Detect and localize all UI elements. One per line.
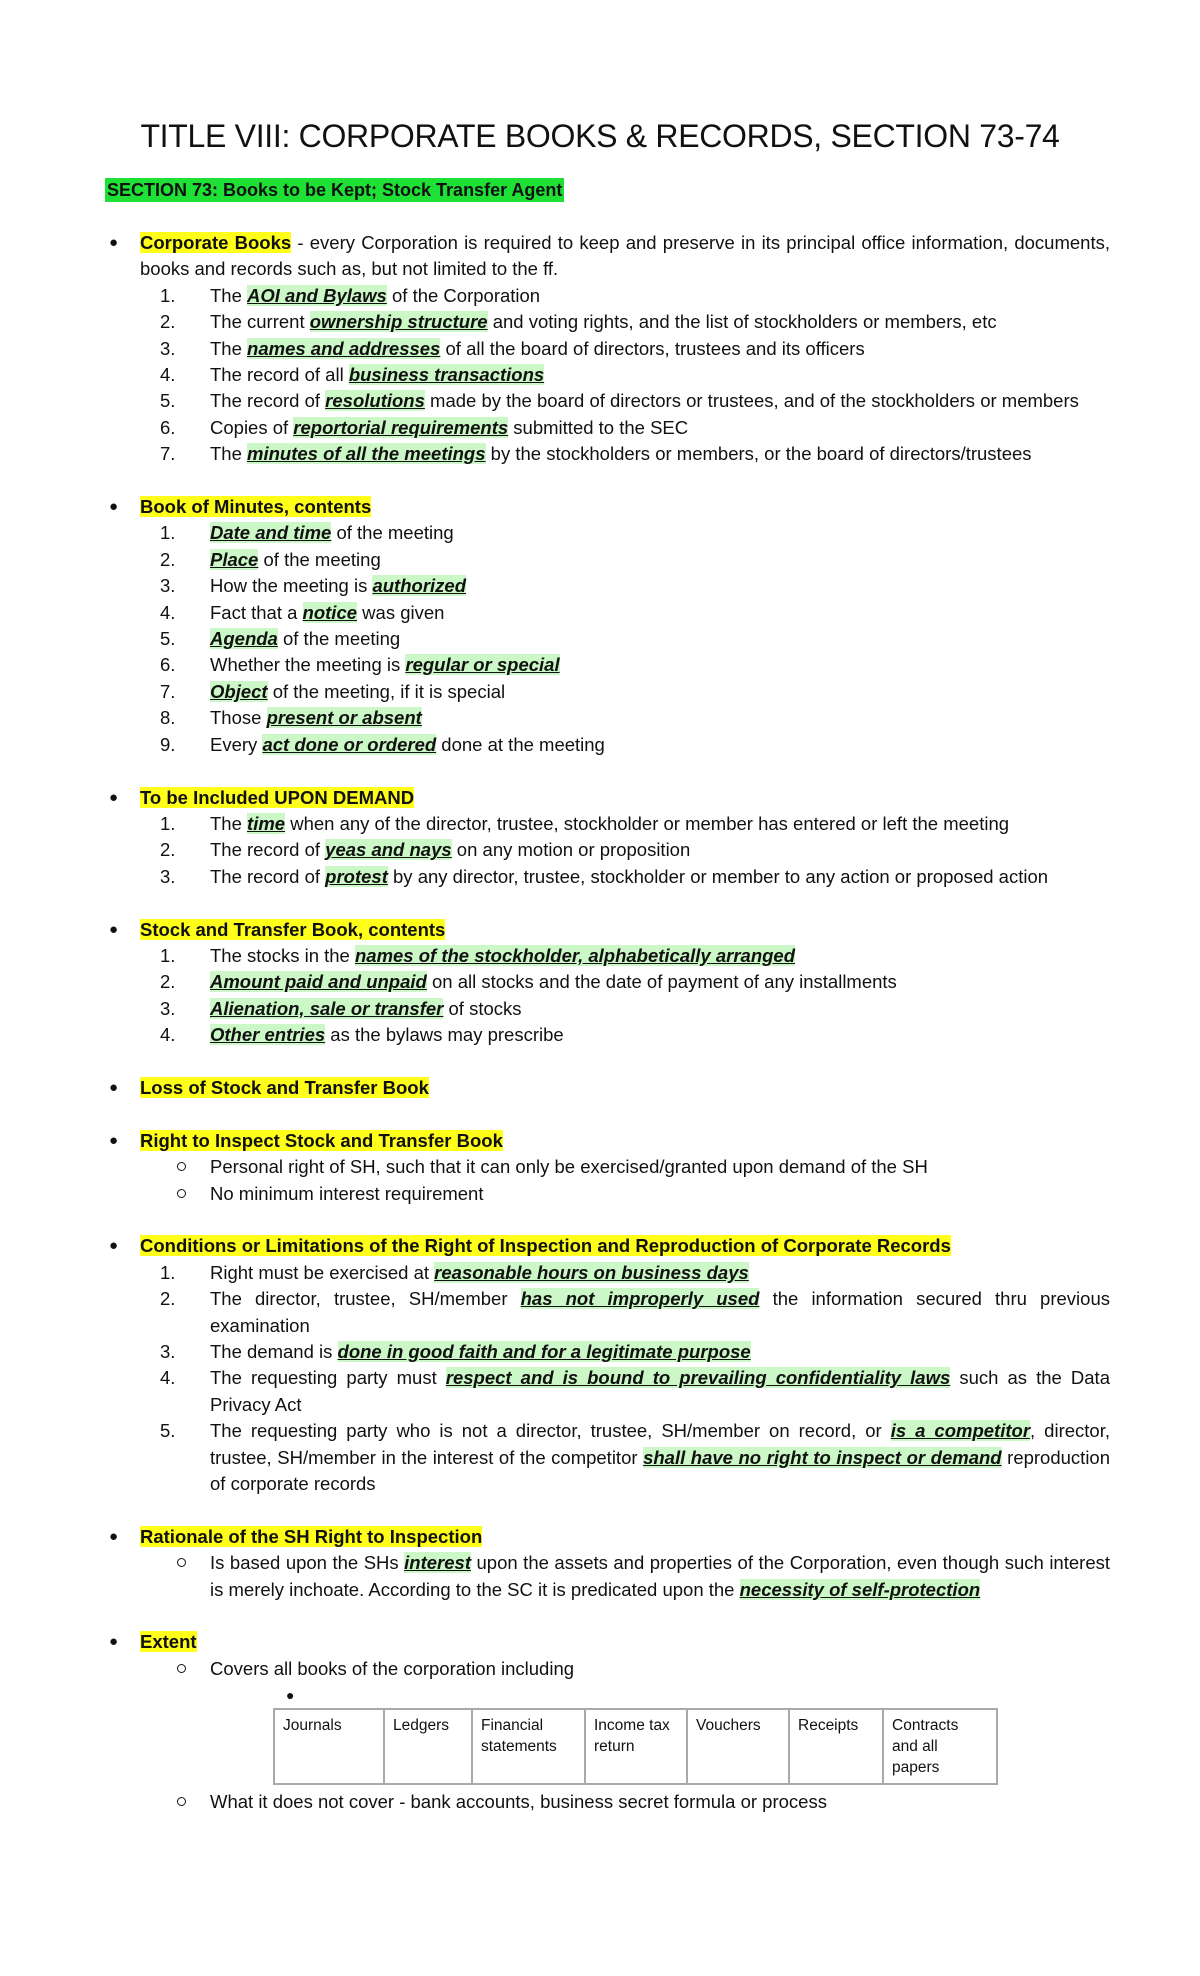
list-number: 1. <box>160 812 176 834</box>
upon-demand-group <box>109 785 1110 891</box>
bullet-icon: ● <box>109 1237 119 1255</box>
document-content <box>109 230 1111 1842</box>
bullet-icon: ● <box>286 1687 295 1704</box>
list-number: 7. <box>160 443 176 465</box>
list-number: 4. <box>160 1367 176 1389</box>
document-title: TITLE VIII: CORPORATE BOOKS & RECORDS, SECTION 73-74 <box>140 118 1060 154</box>
list-number: 8. <box>160 707 176 729</box>
table-cell: Financial statements <box>472 1709 585 1784</box>
list-item <box>102 309 1110 335</box>
corporate-books-list <box>140 283 1110 468</box>
item-text: Every <box>210 733 263 755</box>
table-cell: Receipts <box>789 1709 883 1784</box>
item-text: Fact that a <box>210 601 303 623</box>
item-text: by any director, trustee, stockholder or member to any action or proposed action <box>387 865 1049 887</box>
keyword: reasonable hours on business days <box>434 1261 749 1283</box>
keyword: Alienation, sale or transfer <box>210 997 444 1019</box>
corporate-books-label: Corporate Books <box>140 232 292 253</box>
list-number: 6. <box>160 654 176 676</box>
loss-of-book-label: Loss of Stock and Transfer Book <box>140 1076 429 1098</box>
bullet-icon: ● <box>109 788 119 806</box>
rationale-label: Rationale of the SH Right to Inspection <box>140 1525 483 1547</box>
keyword: Date and time <box>210 522 332 544</box>
list-number: 2. <box>160 548 176 570</box>
keyword: has not improperly used <box>520 1288 760 1310</box>
list-item <box>102 336 1110 362</box>
item-text: Right must be exercised at <box>210 1261 435 1283</box>
keyword: AOI and Bylaws <box>247 284 387 306</box>
list-number: 3. <box>160 337 176 359</box>
keyword: Place <box>210 548 259 570</box>
keyword: respect and is bound to prevailing confidentiality laws <box>445 1367 951 1389</box>
item-text: as the bylaws may prescribe <box>325 1024 564 1046</box>
loss-of-book-group <box>109 1075 1110 1101</box>
section-heading: SECTION 73: Books to be Kept; Stock Transfer Agent <box>107 180 563 200</box>
sub-bullet <box>140 1682 1110 1708</box>
list-item <box>102 600 1110 626</box>
list-item <box>102 811 1110 837</box>
list-number: 5. <box>160 1420 176 1442</box>
item-text: , director, trustee, SH/member in the interest of the competitor <box>210 1420 1110 1468</box>
bullet-icon: ● <box>109 1078 119 1096</box>
list-number: 6. <box>160 416 176 438</box>
item-text: reproduction of corporate records <box>210 1446 1111 1494</box>
list-item <box>102 943 1110 969</box>
bullet-icon: ● <box>109 1633 119 1651</box>
item-text: the information secured thru previous examination <box>210 1288 1110 1336</box>
item-text: The <box>210 812 248 834</box>
stock-transfer-book-list <box>140 943 1110 1049</box>
item-text: of the meeting <box>258 548 381 570</box>
bullet-icon: ● <box>109 1131 119 1149</box>
list-number: 4. <box>160 364 176 386</box>
list-number: 2. <box>160 839 176 861</box>
bullet-icon: ● <box>109 1527 119 1545</box>
list-item <box>102 996 1110 1022</box>
list-item <box>102 547 1110 573</box>
list-number: 3. <box>160 575 176 597</box>
keyword: protest <box>325 865 388 887</box>
list-item <box>102 626 1110 652</box>
conditions-list <box>140 1260 1110 1498</box>
list-item <box>102 1339 1110 1365</box>
keyword: names and addresses <box>247 337 441 359</box>
item-text: on any motion or proposition <box>451 839 691 861</box>
list-item <box>102 1022 1110 1048</box>
right-to-inspect-label: Right to Inspect Stock and Transfer Book <box>140 1129 503 1151</box>
list-number: 5. <box>160 628 176 650</box>
list-item <box>102 837 1110 863</box>
item-text: Whether the meeting is <box>210 654 406 676</box>
corporate-books-text: - every Corporation is required to keep and preserve in its principal office information, documents, books and records such as, but not limited to the ff. <box>140 232 1110 280</box>
list-item: Personal right of SH, such that it can only be exercised/granted upon demand of the SH <box>102 1154 1110 1180</box>
keyword: is a competitor <box>890 1420 1031 1442</box>
item-text: was given <box>357 601 445 623</box>
item-text: of stocks <box>443 997 522 1019</box>
bullet-icon: ● <box>109 234 119 251</box>
item-text: The stocks in the <box>210 944 355 966</box>
list-item <box>102 652 1110 678</box>
list-number: 7. <box>160 680 176 702</box>
circle-bullet-icon <box>177 1664 186 1673</box>
keyword: regular or special <box>405 654 560 676</box>
keyword: shall have no right to inspect or demand <box>643 1446 1002 1468</box>
keyword: authorized <box>372 575 466 597</box>
list-number: 3. <box>160 1340 176 1362</box>
list-item <box>102 1260 1110 1286</box>
keyword: resolutions <box>325 390 425 412</box>
item-text: made by the board of directors or trustees, and of the stockholders or members <box>424 390 1079 412</box>
list-number: 9. <box>160 733 176 755</box>
extent-table <box>273 1708 998 1785</box>
item-text: of the Corporation <box>386 284 541 306</box>
table-cell: Income tax return <box>585 1709 687 1784</box>
table-cell: Ledgers <box>384 1709 472 1784</box>
circle-bullet-icon <box>177 1797 186 1806</box>
stock-transfer-book-label: Stock and Transfer Book, contents <box>140 918 446 940</box>
list-item <box>102 1286 1110 1339</box>
book-of-minutes-list <box>140 520 1110 758</box>
keyword: Object <box>210 680 268 702</box>
item-text: Copies of <box>210 416 294 438</box>
extent-group <box>109 1629 1110 1815</box>
book-of-minutes-label: Book of Minutes, contents <box>140 496 372 518</box>
list-item <box>102 573 1110 599</box>
list-number: 5. <box>160 390 176 412</box>
item-text: of all the board of directors, trustees and its officers <box>440 337 865 359</box>
item-text: and voting rights, and the list of stockholders or members, etc <box>487 311 997 333</box>
list-number: 2. <box>160 1288 176 1310</box>
item-text: of the meeting <box>331 522 454 544</box>
list-item <box>102 705 1110 731</box>
table-cell: Contracts and all papers <box>883 1709 997 1784</box>
item-text: submitted to the SEC <box>508 416 689 438</box>
table-cell: Vouchers <box>687 1709 789 1784</box>
bullet-icon: ● <box>109 920 119 938</box>
item-text: The demand is <box>210 1340 338 1362</box>
list-number: 1. <box>160 284 176 306</box>
bullet-icon: ● <box>109 498 119 516</box>
list-number: 1. <box>160 944 176 966</box>
list-item <box>102 283 1110 309</box>
keyword: business transactions <box>348 364 545 386</box>
list-number: 3. <box>160 865 176 887</box>
rationale-group <box>109 1524 1110 1603</box>
right-to-inspect-group <box>109 1128 1110 1207</box>
keyword: Other entries <box>210 1024 326 1046</box>
item-text: The requesting party must <box>210 1367 446 1389</box>
item-text: The record of all <box>210 364 349 386</box>
item-text: The requesting party who is not a director, trustee, SH/member on record, or <box>210 1420 891 1442</box>
circle-bullet-icon <box>177 1189 186 1198</box>
list-item <box>102 864 1110 890</box>
item-text: The <box>210 284 248 306</box>
list-number: 3. <box>160 997 176 1019</box>
list-number: 4. <box>160 1024 176 1046</box>
list-item <box>102 441 1110 467</box>
item-text: Those <box>210 707 267 729</box>
item-text: The record of <box>210 390 326 412</box>
list-number: 4. <box>160 601 176 623</box>
stock-transfer-book-group <box>109 917 1110 1049</box>
circle-bullet-icon <box>177 1162 186 1171</box>
keyword: reportorial requirements <box>293 416 509 438</box>
item-text: The current <box>210 311 310 333</box>
keyword: notice <box>302 601 358 623</box>
list-number: 2. <box>160 311 176 333</box>
list-item <box>102 415 1110 441</box>
list-item: What it does not cover - bank accounts, business secret formula or process <box>102 1789 1110 1815</box>
list-item <box>102 969 1110 995</box>
keyword: ownership structure <box>309 311 488 333</box>
item-text: The record of <box>210 839 326 861</box>
keyword: minutes of all the meetings <box>247 443 486 465</box>
extent-label: Extent <box>140 1631 197 1653</box>
keyword: yeas and nays <box>325 839 452 861</box>
keyword: Agenda <box>210 628 278 650</box>
list-number: 1. <box>160 522 176 544</box>
circle-bullet-icon <box>177 1558 186 1567</box>
corporate-books-group <box>109 230 1110 468</box>
list-item: No minimum interest requirement <box>102 1181 1110 1207</box>
list-item <box>102 679 1110 705</box>
list-item <box>102 520 1110 546</box>
item-text: How the meeting is <box>210 575 373 597</box>
keyword: act done or ordered <box>262 733 437 755</box>
list-item <box>102 388 1110 414</box>
item-text: of the meeting, if it is special <box>267 680 506 702</box>
item-text: The record of <box>210 865 326 887</box>
item-text: of the meeting <box>277 628 401 650</box>
conditions-label: Conditions or Limitations of the Right of Inspection and Reproduction of Corporate Records <box>140 1235 951 1257</box>
keyword: time <box>247 812 286 834</box>
list-item <box>102 1418 1110 1497</box>
item-text: The <box>210 443 248 465</box>
item-text: when any of the director, trustee, stockholder or member has entered or left the meeting <box>285 812 1010 834</box>
item-text: on all stocks and the date of payment of any installments <box>426 971 897 993</box>
keyword: Amount paid and unpaid <box>210 971 427 993</box>
list-item: Is based upon the SHs interest upon the assets and properties of the Corporation, even though such interest is merely inchoate. According to the SC it is predicated upon the necessity of self-protection <box>102 1550 1110 1603</box>
book-of-minutes-group <box>109 494 1110 758</box>
upon-demand-list <box>140 811 1110 890</box>
table-cell: Journals <box>274 1709 384 1784</box>
list-number: 2. <box>160 971 176 993</box>
item-text: The director, trustee, SH/member <box>210 1288 521 1310</box>
list-item <box>102 732 1110 758</box>
list-item <box>102 1365 1110 1418</box>
item-text: The <box>210 337 248 359</box>
item-text: done at the meeting <box>436 733 605 755</box>
upon-demand-label: To be Included UPON DEMAND <box>140 786 415 808</box>
list-item <box>102 362 1110 388</box>
item-text: by the stockholders or members, or the board of directors/trustees <box>485 443 1032 465</box>
list-item: Covers all books of the corporation including <box>102 1656 1110 1682</box>
keyword: names of the stockholder, alphabetically arranged <box>354 944 796 966</box>
keyword: done in good faith and for a legitimate purpose <box>337 1340 751 1362</box>
item-text: such as the Data Privacy Act <box>210 1367 1110 1415</box>
list-number: 1. <box>160 1261 176 1283</box>
conditions-group <box>109 1233 1111 1497</box>
keyword: present or absent <box>266 707 422 729</box>
